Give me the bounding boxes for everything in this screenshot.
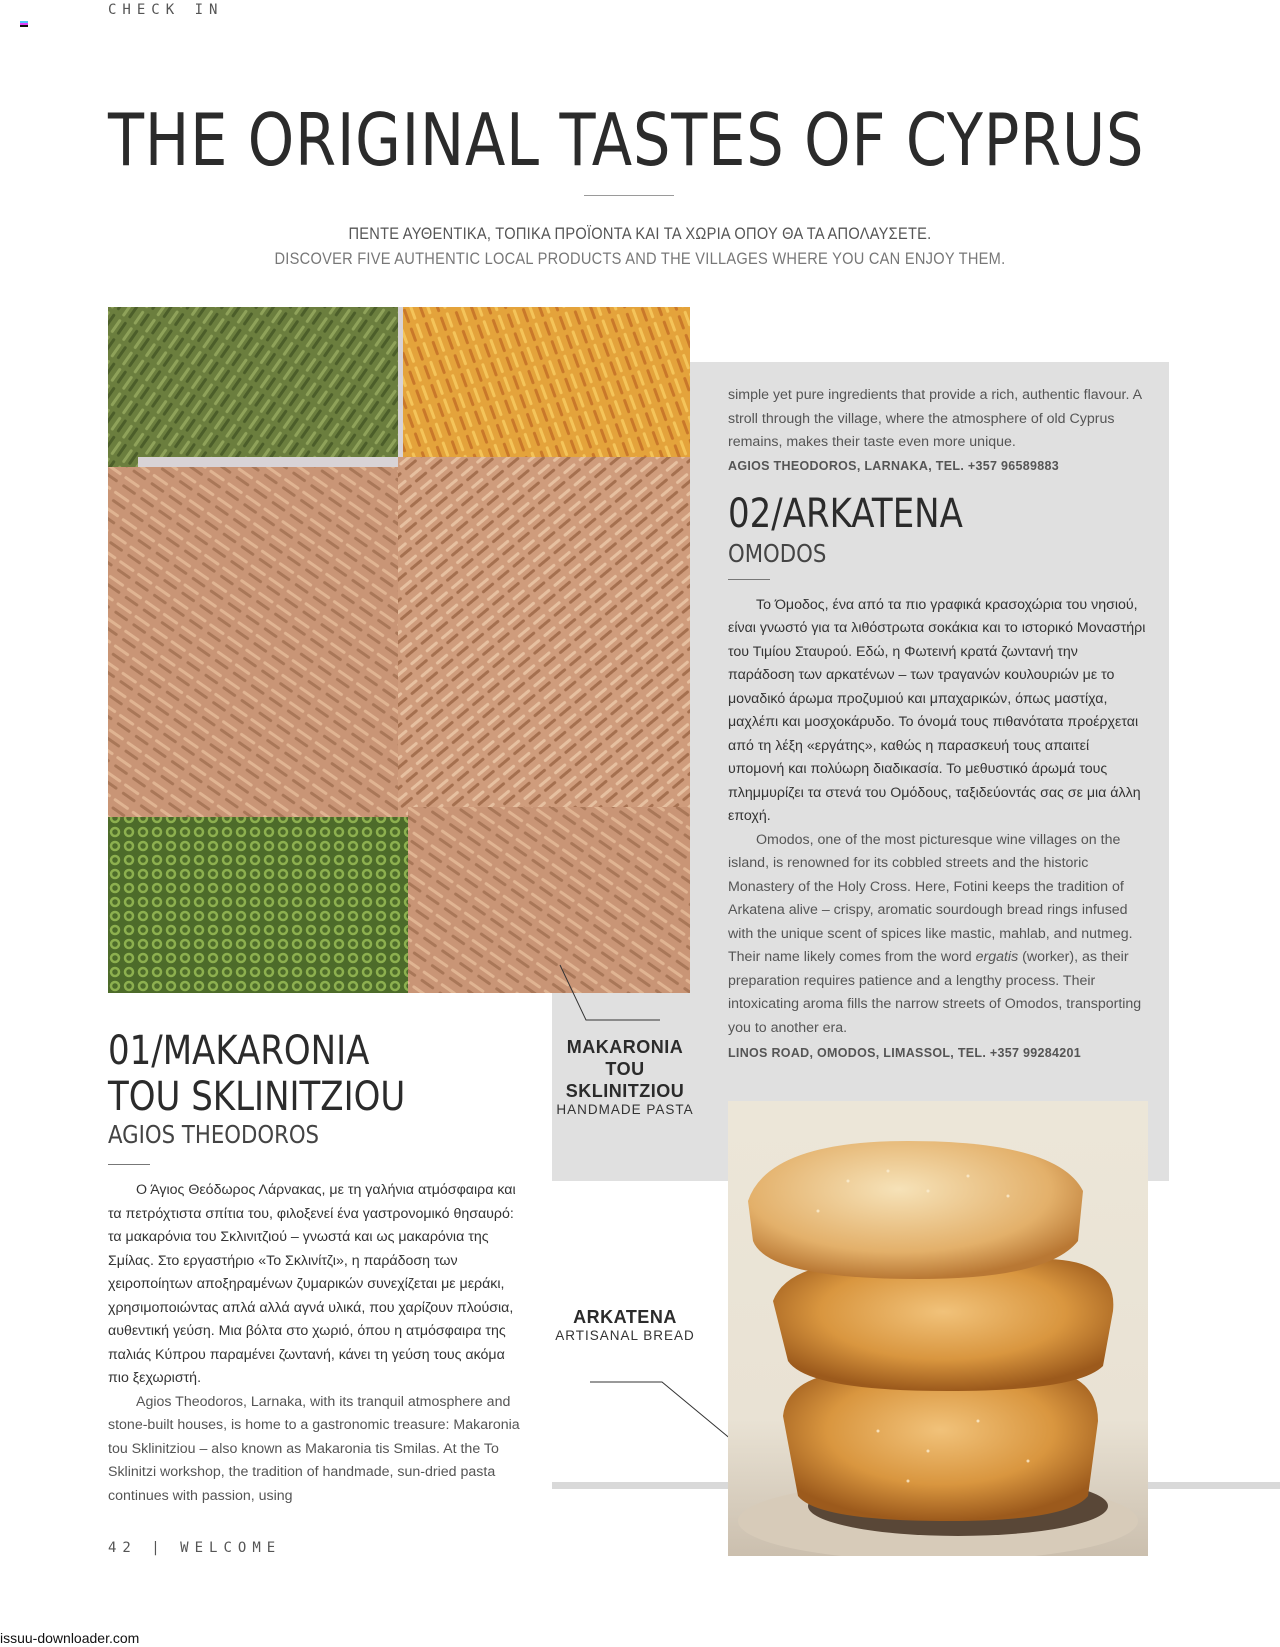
article-02-greek-text: Το Όμοδος, ένα από τα πιο γραφικά κρασοχώρια του νησιού, είναι γνωστό για τα λιθόστρωτα σοκάκια και το ιστορικό Μοναστήρι του Τιμίου Σταυρού. Εδώ, η Φωτεινή κρατά ζωντανή την παράδοση των αρκατένων – των τραγανών κουλουριών με το μοναδικό άρωμα προζυμιού και μπαχαρικών, όπως μαστίχα, μαχλέπι και μοσχοκάρυδο. Το όνομά τους πιθανότατα προέρχεται από τη λέξη «εργάτης», καθώς η παρασκευή τους απαιτεί υπομονή και πολύωρη διαδικασία. Το μεθυστικό άρωμά τους πλημμυρίζει τα στενά του Ομόδους, ταξιδεύοντάς σας σε μια άλλη εποχή. [728,596,1146,824]
article-02-title: 02/ARKATENA [728,490,963,537]
caption-bread-name: ARKATENA [573,1307,677,1327]
article-01-contact: AGIOS THEODOROS, LARNAKA, TEL. +357 96589883 [728,458,1060,473]
bottom-bar-right [1148,1482,1280,1489]
article-02-village: OMODOS [728,538,827,568]
caption-pasta-name: MAKARONIA TOU SKLINITZIOU [565,1037,685,1101]
watermark: issuu-downloader.com [0,1630,140,1646]
article-02-contact: LINOS ROAD, OMODOS, LIMASSOL, TEL. +357 99284201 [728,1046,1082,1060]
subtitle-english: DISCOVER FIVE AUTHENTIC LOCAL PRODUCTS AND THE VILLAGES WHERE YOU CAN ENJOY THEM. [274,249,1006,268]
caption-bread-desc: ARTISANAL BREAD [555,1328,695,1343]
article-01-title-line2: TOU SKLINITZIOU [108,1074,406,1120]
page-number: 42 [108,1540,137,1556]
caption-pasta-desc: HANDMADE PASTA [556,1102,694,1117]
footer-separator: | [151,1540,166,1556]
bottom-bar-left [552,1482,730,1489]
page-title: THE ORIGINAL TASTES OF CYPRUS [108,98,1145,182]
magazine-name: WELCOME [180,1540,282,1556]
article-01-greek-text: Ο Άγιος Θεόδωρος Λάρνακας, με τη γαλήνια ατμόσφαιρα και τα πετρόχτιστα σπίτια του, φιλοξενεί ένα γαστρονομικό θησαυρό: τα μακαρόνια του Σκλινιτζιού – γνωστά και ως μακαρόνια της Σμίλας. Στο εργαστήριο «Το Σκλινίτζι», η παράδοση των χειροποίητων αποξηραμένων ζυμαρικών συνεχίζεται με μεράκι, χρησιμοποιώντας απλά αλλά αγνά υλικά, που χαρίζουν πλούσια, αυθεντική γεύση. Μια βόλτα στο χωριό, όπου η ατμόσφαιρα της παλιάς Κύπρου παραμένει ζωντανή, κάνει τη γεύση τους ακόμα πιο ξεχωριστή. [108,1182,516,1386]
section-label: CHECK IN [108,2,224,18]
article-01-title-line1: 01/MAKARONIA [108,1028,370,1074]
page-footer [108,1540,281,1556]
article-01-english-text: Agios Theodoros, Larnaka, with its tranquil atmosphere and stone-built houses, is home to a gastronomic treasure: Makaronia tou Sklinitziou – also known as Makaronia tis Smilas. At the To Sklinitzi workshop, the tradition of handmade, sun-dried pasta continues with passion, using [108,1393,520,1504]
article-01-english-continued: simple yet pure ingredients that provide a rich, authentic flavour. A stroll through the village, where the atmosphere of old Cyprus remains, makes their taste even more unique. [728,387,1142,450]
article-01-village: AGIOS THEODOROS [108,1120,320,1149]
bread-photo [728,1101,1148,1556]
article-02-english-text: Omodos, one of the most picturesque wine villages on the island, is renowned for its cobbled streets and the historic Monastery of the Holy Cross. Here, Fotini keeps the tradition of Arkatena alive – crispy, aromatic sourdough bread rings infused with the unique scent of spices like mastic, mahlab, and nutmeg. Their name likely comes from the word ergatis (worker), as their preparation requires patience and a lengthy process. Their intoxicating aroma fills the narrow streets of Omodos, transporting you to another era. [728,831,1142,1036]
subtitle-greek: ΠΕΝΤΕ ΑΥΘΕΝΤΙΚΑ, ΤΟΠΙΚΑ ΠΡΟΪΟΝΤΑ ΚΑΙ ΤΑ ΧΩΡΙΑ ΟΠΟΥ ΘΑ ΤΑ ΑΠΟΛΑΥΣΕΤΕ. [348,224,932,243]
